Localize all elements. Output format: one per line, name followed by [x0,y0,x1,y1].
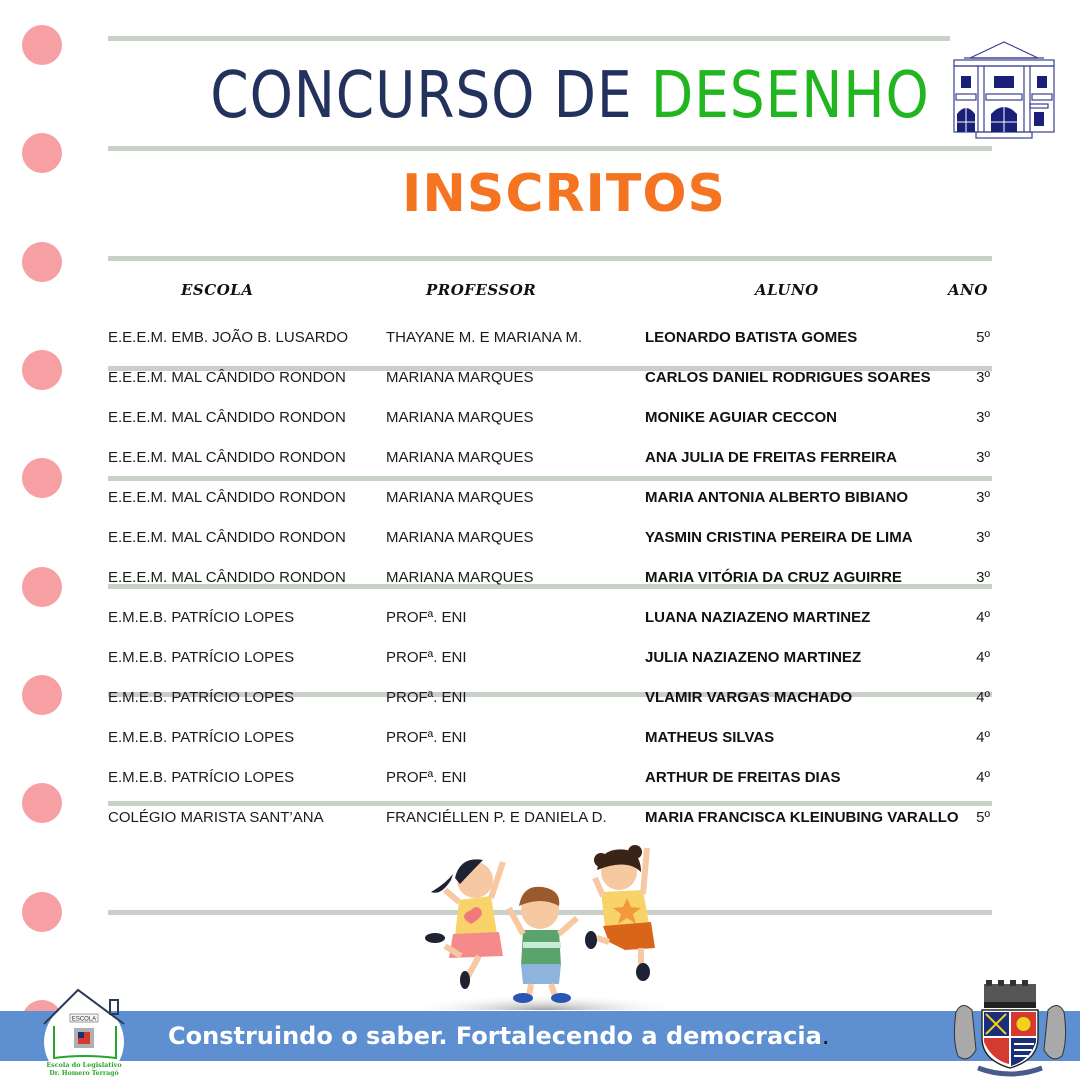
cell-aluno: MARIA FRANCISCA KLEINUBING VARALLO [645,809,959,826]
table-row [0,448,1080,488]
ruled-line [108,146,992,151]
cell-aluno: MATHEUS SILVAS [645,729,775,746]
cell-escola: E.E.E.M. MAL CÂNDIDO RONDON [108,569,346,586]
cell-professor: MARIANA MARQUES [386,529,534,546]
legislative-building-icon [950,36,1058,142]
ruled-line [108,36,992,41]
notebook-dot [22,242,62,282]
notebook-dot [22,25,62,65]
cell-professor: MARIANA MARQUES [386,569,534,586]
cell-professor: MARIANA MARQUES [386,409,534,426]
table-row [0,528,1080,568]
cell-professor: FRANCIÉLLEN P. E DANIELA D. [386,809,607,826]
notebook-dot [22,892,62,932]
cell-escola: E.M.E.B. PATRÍCIO LOPES [108,729,295,746]
cell-professor: PROFª. ENI [386,649,467,666]
cell-escola: E.M.E.B. PATRÍCIO LOPES [108,649,295,666]
title-part-dark: CONCURSO DE [210,59,633,133]
cell-aluno: ANA JULIA DE FREITAS FERREIRA [645,449,897,466]
footer-slogan [168,1020,829,1052]
cell-ano: 3º [976,409,990,426]
cell-professor: PROFª. ENI [386,609,467,626]
cell-aluno: ARTHUR DE FREITAS DIAS [645,769,841,786]
table-row [0,488,1080,528]
page-title [80,56,1060,136]
column-header-aluno: ALUNO [755,281,819,299]
svg-text:ESCOLA: ESCOLA [71,1016,97,1023]
table-row [0,648,1080,688]
column-header-ano: ANO [948,281,988,299]
column-header-professor: PROFESSOR [426,281,537,299]
svg-text:Escola do Legislativo: Escola do Legislativo [46,1061,122,1069]
cell-aluno: JULIA NAZIAZENO MARTINEZ [645,649,862,666]
cell-escola: E.M.E.B. PATRÍCIO LOPES [108,689,295,706]
table-row [0,688,1080,728]
cell-escola: COLÉGIO MARISTA SANT’ANA [108,809,324,826]
cell-aluno: LEONARDO BATISTA GOMES [645,329,858,346]
cell-escola: E.M.E.B. PATRÍCIO LOPES [108,609,295,626]
cell-aluno: CARLOS DANIEL RODRIGUES SOARES [645,369,931,386]
cell-escola: E.E.E.M. MAL CÂNDIDO RONDON [108,449,346,466]
table-row [0,368,1080,408]
cell-ano: 4º [976,769,990,786]
cell-professor: PROFª. ENI [386,689,467,706]
cell-professor: MARIANA MARQUES [386,449,534,466]
footer-slogan-period: . [821,1022,830,1050]
cell-aluno: MARIA ANTONIA ALBERTO BIBIANO [645,489,909,506]
page-subtitle: INSCRITOS [402,164,726,224]
cell-aluno: YASMIN CRISTINA PEREIRA DE LIMA [645,529,913,546]
cell-ano: 4º [976,609,990,626]
cell-professor: MARIANA MARQUES [386,489,534,506]
cell-aluno: LUANA NAZIAZENO MARTINEZ [645,609,871,626]
cell-aluno: MONIKE AGUIAR CECCON [645,409,837,426]
cell-ano: 3º [976,569,990,586]
table-row [0,608,1080,648]
ruled-line [108,256,992,261]
jumping-kids-illustration [405,838,675,1010]
column-header-escola: ESCOLA [181,281,254,299]
cell-ano: 5º [976,809,990,826]
table-row [0,328,1080,368]
cell-escola: E.E.E.M. MAL CÂNDIDO RONDON [108,529,346,546]
table-row [0,568,1080,608]
cell-professor: PROFª. ENI [386,729,467,746]
cell-escola: E.E.E.M. MAL CÂNDIDO RONDON [108,409,346,426]
cell-aluno: MARIA VITÓRIA DA CRUZ AGUIRRE [645,569,902,586]
cell-escola: E.E.E.M. MAL CÂNDIDO RONDON [108,489,346,506]
cell-professor: MARIANA MARQUES [386,369,534,386]
title-part-green: DESENHO [650,59,930,133]
table-row [0,408,1080,448]
footer-slogan-text: Construindo o saber. Fortalecendo a democracia [168,1022,822,1050]
svg-text:Dr. Homero Terragó: Dr. Homero Terragó [49,1070,119,1077]
cell-ano: 3º [976,529,990,546]
cell-ano: 3º [976,449,990,466]
cell-ano: 4º [976,689,990,706]
school-house-icon [36,984,132,1080]
cell-professor: PROFª. ENI [386,769,467,786]
cell-ano: 3º [976,489,990,506]
table-row [0,768,1080,808]
cell-escola: E.E.E.M. MAL CÂNDIDO RONDON [108,369,346,386]
cell-escola: E.M.E.B. PATRÍCIO LOPES [108,769,295,786]
cell-ano: 3º [976,369,990,386]
cell-professor: THAYANE M. E MARIANA M. [386,329,583,346]
table-row [0,728,1080,768]
cell-ano: 5º [976,329,990,346]
cell-ano: 4º [976,729,990,746]
cell-ano: 4º [976,649,990,666]
cell-aluno: VLAMIR VARGAS MACHADO [645,689,853,706]
coat-of-arms-icon [948,980,1072,1080]
cell-escola: E.E.E.M. EMB. JOÃO B. LUSARDO [108,329,349,346]
